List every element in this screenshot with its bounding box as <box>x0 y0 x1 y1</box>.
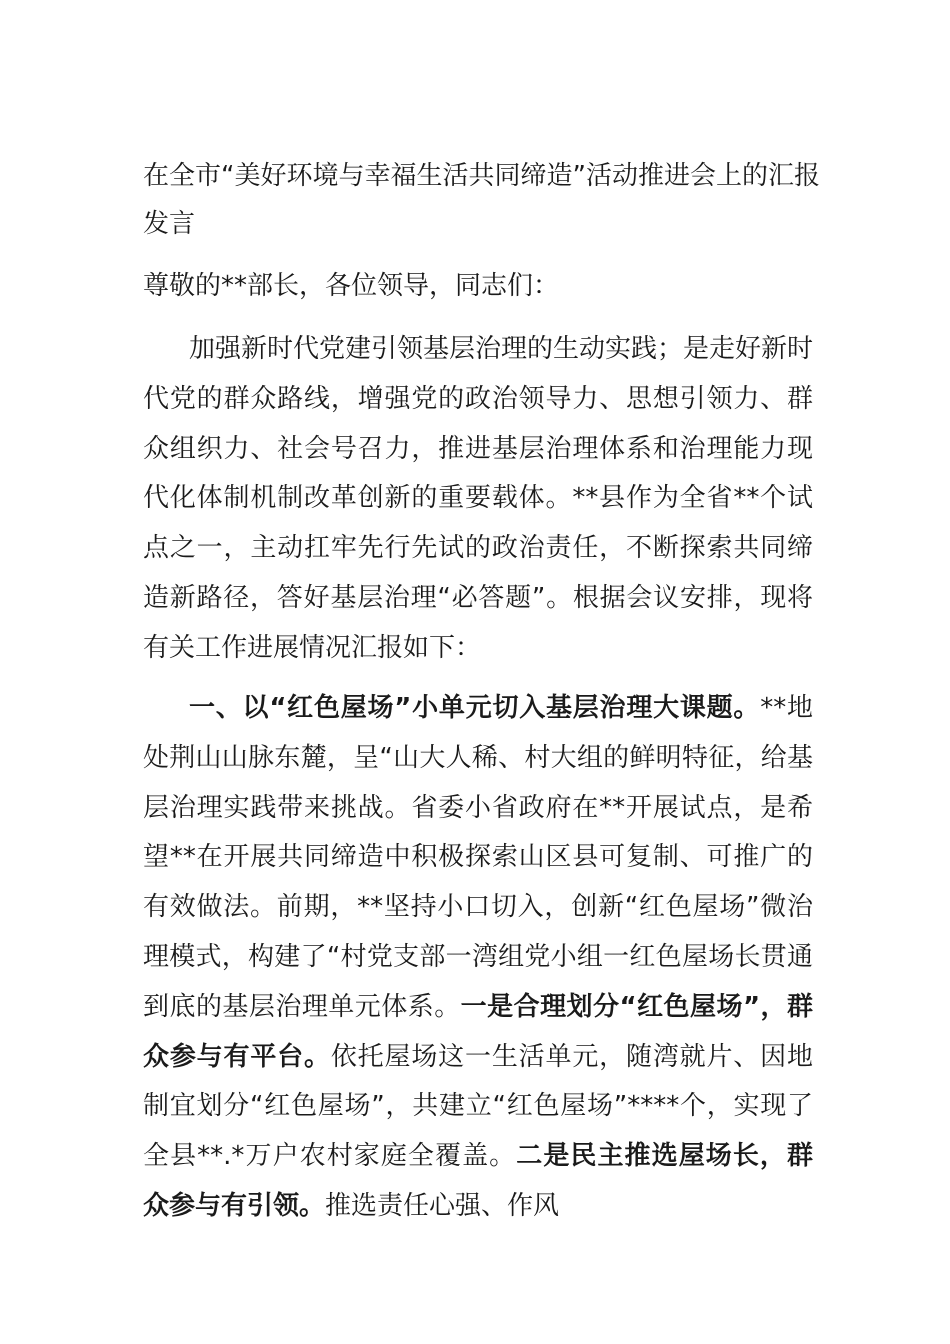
point-one-heading: 一是合理划分“红色屋场”，群众参与有平台。 <box>143 991 813 1072</box>
paragraph-intro: 加强新时代党建引领基层治理的生动实践；是走好新时代党的群众路线，增强党的政治领导力、思想引领力、群众组织力、社会号召力，推进基层治理体系和治理能力现代化体制机制改革创新的重要载体。**县作为全省**个试点之一，主动扛牢先行先试的政治责任，不断探索共同缔造新路径，答好基层治理“必答题”。根据会议安排，现将有关工作进展情况汇报如下： <box>143 334 814 663</box>
point-two-heading: 二是民主推选屋场长，群众参与有引领。 <box>143 1141 813 1221</box>
point-one-text: 依托屋场这一生活单元，随湾就片、因地制宜划分“红色屋场”，共建立“红色屋场”****个，实现了全县**.*万户农村家庭全覆盖。 <box>143 1041 813 1172</box>
section-heading: 一、以“红色屋场”小单元切入基层治理大课题。 <box>189 693 761 723</box>
paragraph-section-one <box>143 684 813 1232</box>
point-two-text: 推选责任心强、作风 <box>325 1190 560 1221</box>
document-title: 在全市“美好环境与幸福生活共同缔造”活动推进会上的汇报发言 <box>143 161 820 239</box>
section-text: **地处荆山山脉东麓，呈“山大人稀、村大组的鲜明特征，给基层治理实践带来挑战。省委小省政府在**开展试点，是希望**在开展共同缔造中积极探索山区县可复制、可推广的有效做法。前期，**坚持小口切入，创新“红色屋场”微治理模式，构建了“村党支部一湾组党小组一红色屋场长贯通到底的基层治理单元体系。 <box>143 693 813 1022</box>
salutation: 尊敬的**部长，各位领导，同志们： <box>143 271 560 301</box>
